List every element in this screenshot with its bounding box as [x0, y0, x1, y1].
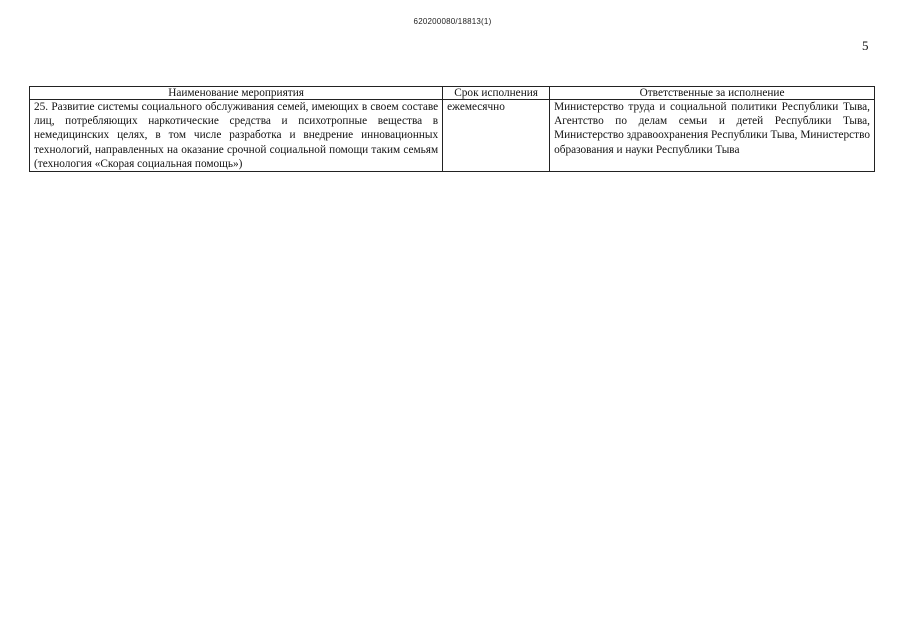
document-code: 620200080/18813(1) [413, 17, 492, 26]
header-event-name: Наименование мероприятия [30, 87, 443, 100]
page-number: 5 [862, 38, 869, 53]
responsible-cell: Министерство труда и социальной политики Республики Тыва, Агентство по делам семьи и детей Республики Тыва, Министерство здравоохранения Республики Тыва, Министерство образования и науки Республики Тыва [550, 100, 875, 172]
table-header-row [30, 87, 875, 100]
table-row [30, 100, 875, 172]
event-name-cell: 25. Развитие системы социального обслуживания семей, имеющих в своем составе лиц, потребляющих наркотические средства и психотропные вещества в немедицинских целях, в том числе разработка и внедрение инновационных технологий, направленных на оказание срочной социальной помощи таким семьям (технология «Скорая социальная помощь») [30, 100, 443, 172]
header-responsible: Ответственные за исполнение [550, 87, 875, 100]
deadline-cell: ежемесячно [443, 100, 550, 172]
activities-table [29, 86, 875, 172]
header-deadline: Срок исполнения [443, 87, 550, 100]
